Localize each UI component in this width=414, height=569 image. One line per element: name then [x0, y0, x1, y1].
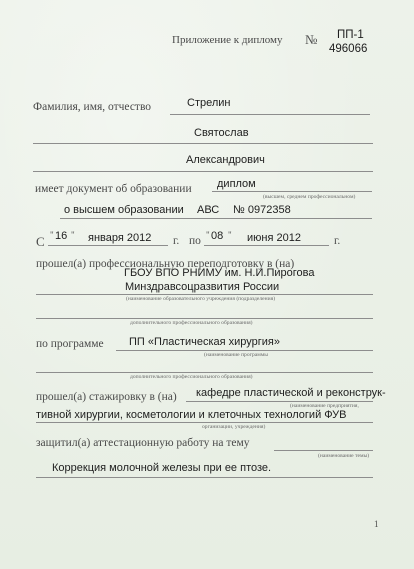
patronymic-value: Александрович: [186, 154, 265, 166]
internship-label: прошел(а) стажировку в (на): [36, 391, 177, 403]
from-day: 16: [55, 230, 68, 242]
has-doc-label: имеет документ об образовании: [35, 183, 192, 195]
program-label: по программе: [36, 338, 104, 350]
close-quote-2: ": [228, 230, 232, 240]
retraining-label: прошел(а) профессиональную переподготовку в (на): [36, 258, 295, 270]
institution-hint: (наименование образовательного учреждения (подразделения): [126, 296, 276, 302]
to-month-year: июня 2012: [247, 232, 301, 244]
internship-place-2: тивной хирургии, косметологии и клеточных технологий ФУВ: [36, 409, 347, 421]
thesis-label: защитил(а) аттестационную работу на тему: [36, 437, 250, 449]
program-value: ПП «Пластическая хирургия»: [129, 336, 281, 348]
level-hint: (высшем, среднем профессиональном): [263, 194, 356, 200]
first-name-value: Святослав: [194, 127, 249, 139]
org-hint-2: организации, учреждения): [202, 424, 266, 430]
open-quote-2: ": [206, 230, 210, 240]
additional-line-1: [36, 318, 373, 319]
year-suffix-1: г.: [173, 235, 180, 247]
appendix-label: Приложение к диплому: [172, 34, 283, 46]
doc-level-line: [60, 218, 372, 219]
thesis-topic: Коррекция молочной железы при ее птозе.: [52, 462, 272, 474]
institution-line-1: ГБОУ ВПО РНИМУ им. Н.И.Пирогова: [124, 267, 315, 279]
to-day: 08: [211, 230, 224, 242]
doc-type-line: [212, 191, 372, 192]
doc-number-value: № 0972358: [233, 204, 291, 216]
topic-hint: (наименование темы): [318, 453, 370, 459]
appendix-number: 496066: [329, 43, 368, 55]
internship-line-2: [36, 422, 373, 423]
additional-hint-2: дополнительного профессионального образования): [130, 374, 253, 380]
page-number: 1: [374, 519, 379, 529]
number-sign: №: [305, 32, 318, 47]
to-label: по: [189, 235, 201, 247]
program-hint: (наименование программы: [204, 352, 269, 358]
internship-place-1: кафедре пластической и реконструк-: [196, 387, 386, 399]
program-line: [116, 350, 373, 351]
first-name-line: [33, 143, 373, 144]
close-quote: ": [71, 230, 75, 240]
additional-line-2: [36, 372, 373, 373]
institution-line: [36, 294, 373, 295]
name-label: Фамилия, имя, отчество: [33, 101, 152, 113]
open-quote: ": [50, 230, 54, 240]
from-label: С: [36, 234, 45, 249]
from-date-line: [48, 245, 168, 246]
thesis-label-line: [274, 450, 373, 451]
to-date-line: [204, 245, 329, 246]
patronymic-line: [33, 171, 373, 172]
doc-type-value: диплом: [217, 178, 256, 190]
year-suffix-2: г.: [334, 235, 341, 247]
surname-line: [170, 114, 370, 115]
internship-line-1: [186, 401, 373, 402]
appendix-series: ПП-1: [337, 29, 364, 41]
doc-series-value: АВС: [197, 204, 220, 216]
thesis-topic-line: [36, 477, 373, 478]
level-text: о высшем образовании: [64, 204, 184, 216]
org-hint-1: (наименование предприятия,: [290, 403, 359, 409]
from-month-year: января 2012: [88, 232, 152, 244]
additional-hint-1: дополнительного профессионального образования): [130, 320, 253, 326]
surname-value: Стрелин: [187, 97, 231, 109]
institution-line-2: Минздравсоцразвития России: [125, 281, 280, 293]
